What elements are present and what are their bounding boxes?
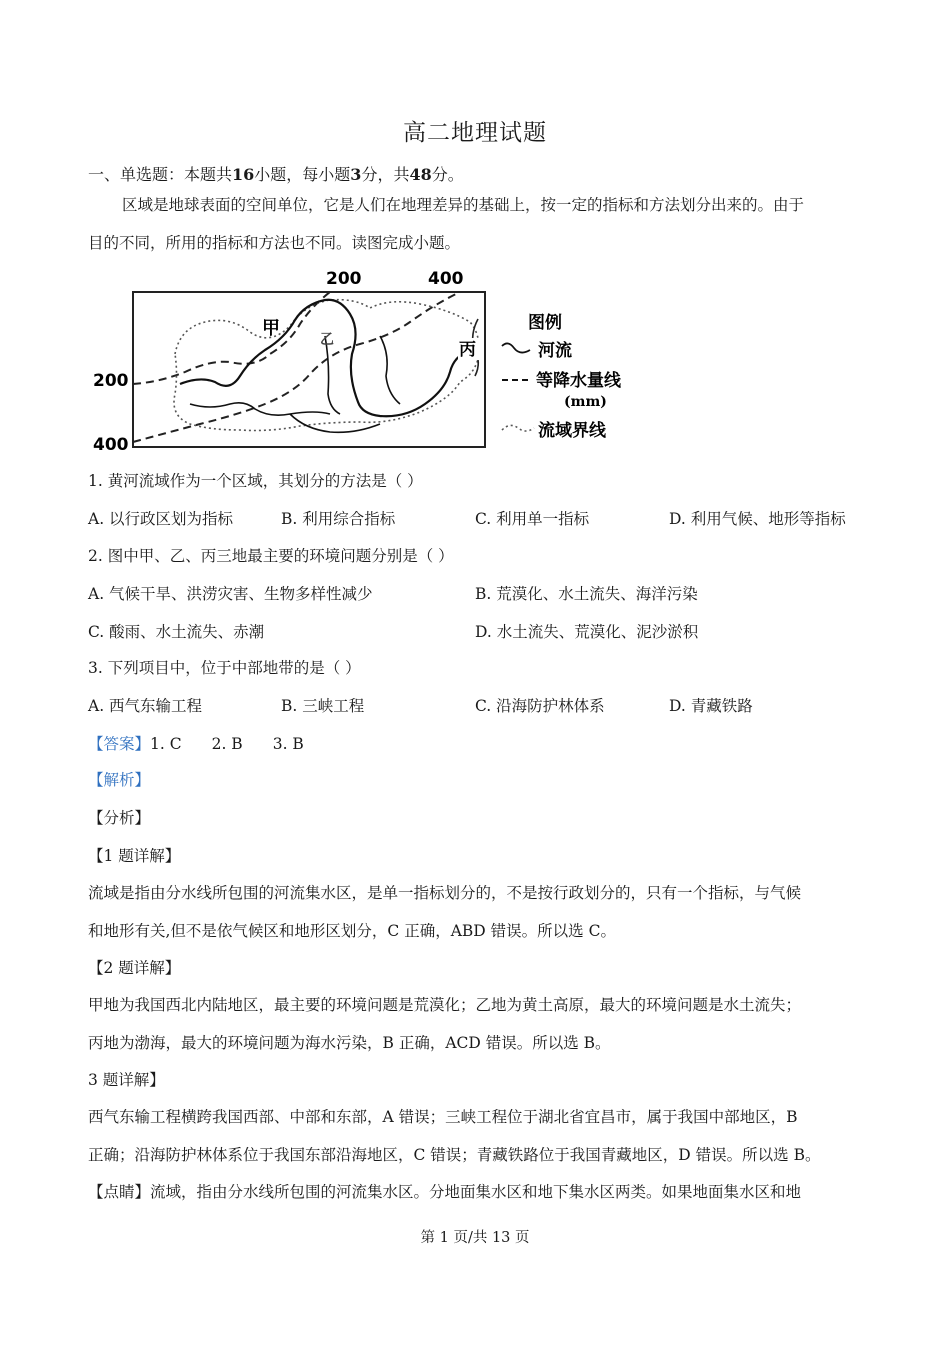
section-heading — [88, 162, 464, 185]
answer-line — [88, 732, 304, 754]
region-yi: 乙 — [320, 332, 334, 348]
section-mid1: 小题，每小题 — [254, 165, 351, 184]
fenxi-label: 【分析】 — [88, 809, 151, 827]
section-prefix: 一、单选题：本题共 — [88, 165, 233, 184]
legend-unit: (mm) — [564, 394, 607, 410]
question-3-stem: 3. 下列项目中，位于中部地带的是（ ） — [88, 659, 361, 677]
answer-1: 1. C — [150, 735, 182, 753]
q3-option-b: B. 三峡工程 — [281, 697, 365, 715]
detail-1-line-2: 和地形有关,但不是依气候区和地形区划分，C 正确，ABD 错误。所以选 C。 — [88, 922, 616, 940]
label-top-200: 200 — [326, 269, 362, 289]
detail-2-line-1: 甲地为我国西北内陆地区，最主要的环境问题是荒漠化；乙地为黄土高原，最大的环境问题是水土流失； — [88, 996, 802, 1014]
detail-1-line-1: 流域是指由分水线所包围的河流集水区，是单一指标划分的，不是按行政划分的，只有一个指标，与气候 — [88, 884, 802, 902]
points-each: 3 — [350, 165, 362, 184]
section-suffix: 分。 — [431, 165, 464, 184]
question-count: 16 — [232, 165, 255, 184]
q1-option-b: B. 利用综合指标 — [281, 510, 396, 528]
detail-3-line-2: 正确；沿海防护林体系位于我国东部沿海地区，C 错误；青藏铁路位于我国青藏地区，D 错误。所以选 B。 — [88, 1146, 821, 1164]
page-footer: 第 1 页/共 13 页 — [420, 1230, 530, 1246]
intro-line-2: 目的不同，所用的指标和方法也不同。读图完成小题。 — [88, 234, 461, 252]
q3-option-a: A. 西气东输工程 — [88, 697, 203, 715]
q3-option-d: D. 青藏铁路 — [669, 697, 753, 715]
legend-basin-symbol — [502, 425, 534, 431]
legend-river-symbol — [502, 343, 530, 352]
dianjing-line — [88, 1180, 801, 1202]
answer-2: 2. B — [211, 735, 243, 753]
detail-3-line-1: 西气东输工程横跨我国西部、中部和东部，A 错误；三峡工程位于湖北省宜昌市，属于我国中部地区，B — [88, 1108, 798, 1126]
answer-3: 3. B — [272, 735, 304, 753]
region-bing: 丙 — [459, 340, 476, 360]
detail-3-heading: 3 题详解】 — [88, 1071, 165, 1089]
label-left-200: 200 — [93, 371, 129, 391]
yellow-river-map — [90, 264, 650, 454]
label-top-400: 400 — [428, 269, 464, 289]
legend-title: 图例 — [528, 313, 562, 333]
q2-option-b: B. 荒漠化、水土流失、海洋污染 — [475, 585, 698, 603]
legend-basin-label: 流域界线 — [538, 421, 606, 441]
map-frame — [133, 292, 485, 447]
detail-2-line-2: 丙地为渤海，最大的环境问题为海水污染，B 正确，ACD 错误。所以选 B。 — [88, 1034, 611, 1052]
label-left-400: 400 — [93, 435, 129, 454]
q1-option-a: A. 以行政区划为指标 — [88, 510, 234, 528]
question-1-stem: 1. 黄河流域作为一个区域，其划分的方法是（ ） — [88, 472, 423, 490]
q1-option-c: C. 利用单一指标 — [475, 510, 590, 528]
q2-option-d: D. 水土流失、荒漠化、泥沙淤积 — [475, 623, 699, 641]
analysis-label: 【解析】 — [88, 771, 151, 789]
total-points: 48 — [409, 165, 432, 184]
q2-option-c: C. 酸雨、水土流失、赤潮 — [88, 623, 265, 641]
intro-line-1: 区域是地球表面的空间单位，它是人们在地理差异的基础上，按一定的指标和方法划分出来的。由于 — [122, 196, 805, 214]
section-mid2: 分，共 — [361, 165, 410, 184]
legend-river-label: 河流 — [538, 341, 572, 361]
region-jia: 甲 — [262, 318, 280, 339]
page-title: 高二地理试题 — [403, 120, 547, 146]
detail-2-heading: 【2 题详解】 — [88, 959, 181, 977]
dianjing-text: 流域，指由分水线所包围的河流集水区。分地面集水区和地下集水区两类。如果地面集水区和地 — [150, 1183, 802, 1201]
detail-1-heading: 【1 题详解】 — [88, 847, 181, 865]
q3-option-c: C. 沿海防护林体系 — [475, 697, 605, 715]
answer-label: 【答案】 — [88, 735, 151, 753]
legend-isohyet-label: 等降水量线 — [536, 371, 621, 391]
question-2-stem: 2. 图中甲、乙、丙三地最主要的环境问题分别是（ ） — [88, 547, 454, 565]
q2-option-a: A. 气候干旱、洪涝灾害、生物多样性减少 — [88, 585, 373, 603]
q1-option-d: D. 利用气候、地形等指标 — [669, 510, 846, 528]
dianjing-label: 【点睛】 — [88, 1183, 151, 1201]
